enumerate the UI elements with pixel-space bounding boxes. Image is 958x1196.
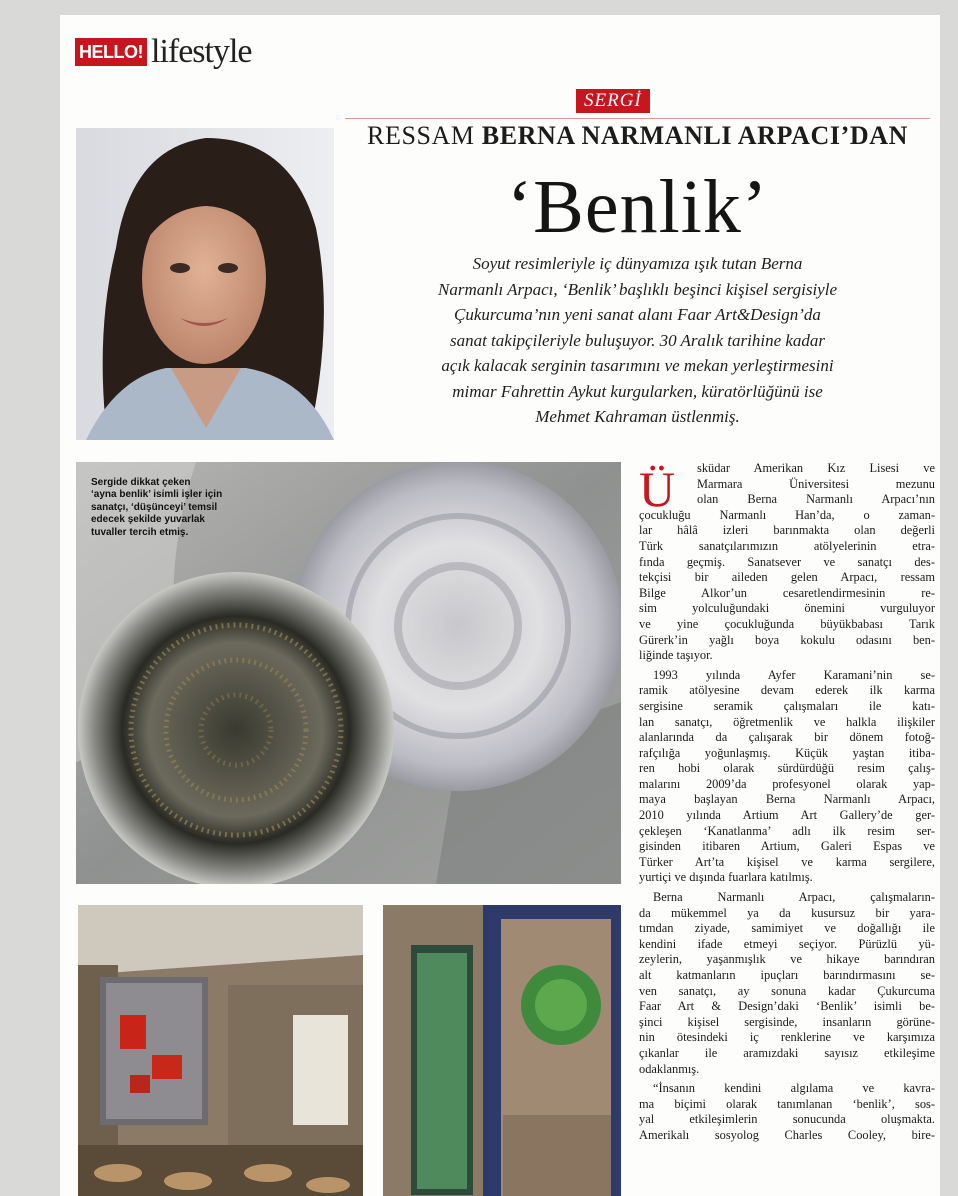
article-body [639,461,935,1144]
body-line: lan sanatçı, öğretmenlik ve halkla ilişkiler [639,714,935,729]
body-line: sküdar Amerikan Kız Lisesi ve [697,461,935,475]
body-line: lar hâlâ izleri barınmakta olan değerli [639,523,935,538]
caption-line: tuvaller tercih etmiş. [91,526,189,538]
body-line: da mükemmel ya da kusursuz bir yara- [639,905,935,920]
body-line: sergisine seramik çalışmaları ile katı- [639,698,935,713]
body-line: “İnsanın kendini algılama ve kavra- [653,1081,935,1096]
body-line: liğinde taşıyor. [639,648,713,663]
body-line: Bilge Alkor’un cesaretlendirmesinin re- [639,585,935,600]
body-paragraph [639,668,935,886]
lead-line: Çukurcuma’nın yeni sanat alanı Faar Art&Design’da [454,305,821,324]
drop-cap: Ü [639,461,676,517]
body-line: yal etkileşimlerin sonucunda oluşmakta. [639,1112,935,1127]
lead-line: Soyut resimleriyle iç dünyamıza ışık tutan Berna [472,254,803,273]
body-line: ve yine çocukluğunda büyükbabası Tarık [639,616,935,631]
body-line: Türker Art’ta kişisel ve karma sergilere, [639,854,935,869]
body-paragraph [639,461,935,664]
body-line: maya başlayan Berna Narmanlı Arpacı, [639,792,935,807]
body-line: malarını 2009’da profesyonel olarak yap- [639,776,935,791]
lead-paragraph [345,251,930,430]
caption-line: Sergide dikkat çeken [91,477,191,488]
body-line: Türk sanatçılarımızın atölyelerinin etra- [639,538,935,553]
body-line: ven sanatçı, ay sonuna kadar Çukurcuma [639,983,935,998]
body-line: ren hobi olarak sürdürdüğü resim çalış- [639,761,935,776]
section-name: lifestyle [151,33,252,70]
headline [345,119,930,153]
body-line: Gürerk’in yağlı boya kokulu odasını ben- [639,632,935,647]
body-line: Faar Art & Design’daki ‘Benlik’ isimli be- [639,999,935,1014]
headline-artist: BERNA NARMANLI ARPACI’DAN [481,121,908,150]
caption-line: sanatçı, ‘düşünceyi’ temsil [91,501,218,513]
body-paragraph [639,890,935,1077]
body-line: 1993 yılında Ayfer Karamani’nin se- [653,667,935,682]
body-line: Berna Narmanlı Arpacı, çalışmaların- [653,890,935,905]
body-line: rafçılığa yoğunlaşmış. Küçük yaştan itiba- [639,745,935,760]
body-line: alt katmanların ipuçları barındırmasını se- [639,968,935,982]
masthead-logo [75,35,252,69]
lead-line: sanat takipçileriyle buluşuyor. 30 Aralık tarihine kadar [449,330,826,350]
body-line: ramik atölyesine devam ederek ilk karma [639,683,935,698]
body-line: kendini ifade etmeyi seçiyor. Pürüzlü yü- [639,936,935,951]
body-line: ma biçimi olarak tanımlanan ‘benlik’, sos- [639,1096,935,1111]
lead-line: mimar Fahrettin Aykut kurgularken, küratörlüğünü ise [452,381,823,401]
body-line: tekçisi bir aileden gelen Arpacı, ressam [639,570,935,585]
gallery-doorway-photo [383,905,621,1196]
body-line: gisinden itibaren Artium, Galeri Espas ve [639,839,935,854]
body-line: Marmara Üniversitesi mezunu [697,476,935,491]
artist-portrait [76,128,334,440]
body-line: alanlarında da çalışarak bir dönem fotoğ- [639,730,935,745]
body-line: şinci kişisel sergisinde, insanların görüne- [639,1014,935,1029]
headline-prefix: RESSAM [367,121,475,150]
body-line: 2010 yılında Artium Art Gallery’de ger- [639,808,935,823]
body-line: odaklanmış. [639,1061,700,1076]
body-line: nin ötesindeki iç renklerine ve karşımıza [639,1030,935,1045]
body-paragraph [639,1081,935,1143]
body-line: Amerikalı sosyolog Charles Cooley, bire- [639,1127,935,1142]
section-kicker: SERGİ [576,89,650,113]
magazine-page [60,15,940,1196]
caption-line: edecek şekilde yuvarlak [91,514,205,526]
body-line: sim yolculuğundaki önemini vurguluyor [639,601,935,616]
hello-logo: HELLO! [75,38,147,66]
article-title: ‘Benlik’ [506,165,769,249]
body-line: yurtiçi ve dışında fuarlara katılmış. [639,870,813,885]
lead-line: Narmanlı Arpacı, ‘Benlik’ başlıklı beşinci kişisel sergisiyle [438,279,837,299]
lead-line: açık kalacak serginin tasarımını ve mekan yerleştirmesini [441,356,834,375]
body-line: çocukluğu Narmanlı Han’da, o zaman- [639,507,935,522]
body-line: olan Berna Narmanlı Arpacı’nın [697,492,935,507]
body-line: fında geçmiş. Sanatsever ve sanatçı des- [639,554,935,569]
body-line: çıkanlar ile aramızdaki sayısız etkileşime [639,1045,935,1060]
body-line: çekleşen ‘Kanatlanma’ adlı ilk resim ser- [639,823,935,838]
gallery-interior-photo [78,905,363,1196]
image-caption [91,477,261,539]
body-line: zeylerin, yaşanmışlık ve hikaye barındıran [639,952,935,967]
caption-line: ‘ayna benlik’ isimli işler için [91,489,223,501]
lead-line: Mehmet Kahraman üstlenmiş. [535,407,740,426]
body-line: tımdan ziyade, samimiyet ve doğallığı ile [639,921,935,936]
